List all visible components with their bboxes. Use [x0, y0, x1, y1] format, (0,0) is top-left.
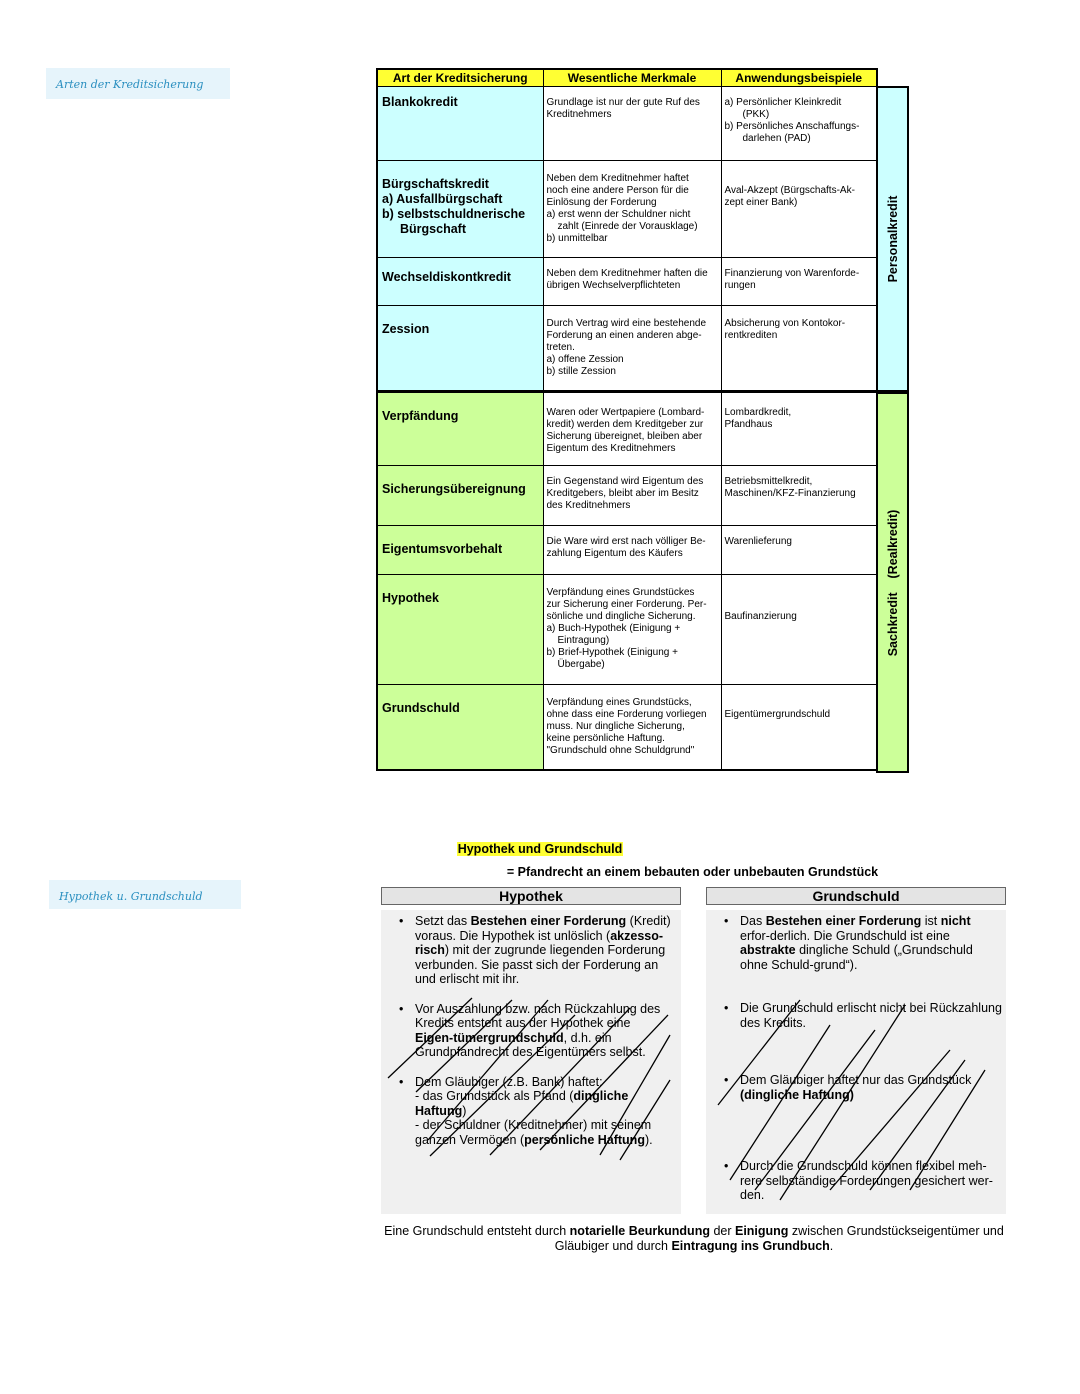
section-title: Hypothek und Grundschuld	[457, 842, 623, 856]
cell-art: Bürgschaftskredit a) Ausfallbürgschaft b) selbstschuldnerische Bürgschaft	[377, 161, 543, 258]
cell-merkmale: Ein Gegenstand wird Eigentum des Kreditgebers, bleibt aber im Besitz des Kreditnehmers	[543, 466, 721, 526]
list-item: • Durch die Grundschuld können flexibel meh-rere selbständige Forderungen gesichert wer-den.	[720, 1159, 1002, 1203]
header-beispiele: Anwendungsbeispiele	[721, 69, 877, 87]
handwritten-note-arten: Arten der Kreditsicherung	[46, 68, 230, 99]
list-item: • Dem Gläubiger (z.B. Bank) haftet: - das Grundstück als Pfand (dingliche Haftung) - der Schuldner (Kreditnehmer) mit seinem ganzen Vermögen (persönliche Haftung).	[395, 1075, 671, 1148]
cell-beispiele: a) Persönlicher Kleinkredit (PKK) b) Persönliches Anschaffungs- darlehen (PAD)	[721, 87, 877, 161]
column-head-grundschuld: Grundschuld	[706, 887, 1006, 905]
list-item: • Die Grundschuld erlischt nicht bei Rückzahlung des Kredits.	[720, 1001, 1002, 1030]
section-subtitle: = Pfandrecht an einem bebauten oder unbebauten Grundstück	[506, 865, 879, 879]
cell-beispiele: Baufinanzierung	[721, 575, 877, 685]
table-row	[377, 258, 877, 306]
cell-merkmale: Durch Vertrag wird eine bestehende Forderung an einen anderen abge- treten. a) offene Zession b) stille Zession	[543, 306, 721, 392]
cell-beispiele: Betriebsmittelkredit, Maschinen/KFZ-Finanzierung	[721, 466, 877, 526]
cell-art: Zession	[377, 306, 543, 392]
label-sachkredit: Sachkredit (Realkredit)	[885, 509, 900, 656]
table-row	[377, 87, 877, 161]
cell-beispiele: Aval-Akzept (Bürgschafts-Ak- zept einer Bank)	[721, 161, 877, 258]
cell-beispiele: Lombardkredit, Pfandhaus	[721, 392, 877, 466]
cell-art: Verpfändung	[377, 392, 543, 466]
cell-merkmale: Die Ware wird erst nach völliger Be- zahlung Eigentum des Käufers	[543, 526, 721, 575]
header-art: Art der Kreditsicherung	[377, 69, 543, 87]
cell-beispiele: Finanzierung von Warenforde- rungen	[721, 258, 877, 306]
list-item: • Setzt das Bestehen einer Forderung (Kredit) voraus. Die Hypothek ist unlöslich (akzesso-risch) mit der zugrunde liegenden Forderung verbunden. Sie passt sich der Forderung an und erlischt mit ihr.	[395, 914, 671, 987]
cell-merkmale: Neben dem Kreditnehmer haftet noch eine andere Person für die Einlösung der Forderung a) erst wenn der Schuldner nicht zahlt (Einrede der Vorausklage) b) unmittelbar	[543, 161, 721, 258]
table-row	[377, 161, 877, 258]
cell-merkmale: Verpfändung eines Grundstückes zur Sicherung einer Forderung. Per- sönliche und dingliche Sicherung. a) Buch-Hypothek (Einigung + Eintragung) b) Brief-Hypothek (Einigung + Übergabe)	[543, 575, 721, 685]
table-row	[377, 392, 877, 466]
cell-art: Wechseldiskontkredit	[377, 258, 543, 306]
list-item: • Vor Auszahlung bzw. nach Rückzahlung des Kredits entsteht aus der Hypothek eine Eigen-tümergrundschuld, d.h. ein Grundpfandrecht des Eigentümers selbst.	[395, 1002, 671, 1060]
column-grundschuld	[706, 910, 1006, 1214]
cell-beispiele: Warenlieferung	[721, 526, 877, 575]
column-hypothek	[381, 910, 681, 1214]
cell-art: Hypothek	[377, 575, 543, 685]
sidebar-sachkredit	[876, 392, 909, 773]
cell-art: Blankokredit	[377, 87, 543, 161]
cell-art: Grundschuld	[377, 685, 543, 770]
table-row	[377, 685, 877, 770]
cell-merkmale: Grundlage ist nur der gute Ruf des Kreditnehmers	[543, 87, 721, 161]
list-item: • Dem Gläubiger haftet nur das Grundstück (dingliche Haftung)	[720, 1073, 1002, 1102]
table-row	[377, 575, 877, 685]
kreditsicherung-table	[376, 68, 878, 771]
table-header-row	[377, 69, 877, 87]
cell-merkmale: Waren oder Wertpapiere (Lombard- kredit) werden dem Kreditgeber zur Sicherung übereignet, bleiben aber Eigentum des Kreditnehmers	[543, 392, 721, 466]
sidebar-personalkredit	[876, 86, 909, 392]
handwritten-note-hypothek: Hypothek u. Grundschuld	[49, 880, 241, 909]
label-personalkredit: Personalkredit	[885, 195, 900, 283]
cell-merkmale: Verpfändung eines Grundstücks, ohne dass eine Forderung vorliegen muss. Nur dingliche Sicherung, keine persönliche Haftung. "Grundschuld ohne Schuldgrund"	[543, 685, 721, 770]
cell-beispiele: Eigentümergrundschuld	[721, 685, 877, 770]
table-row	[377, 466, 877, 526]
cell-merkmale: Neben dem Kreditnehmer haften die übrigen Wechselverpflichteten	[543, 258, 721, 306]
table-row	[377, 526, 877, 575]
footer-note: Eine Grundschuld entsteht durch notarielle Beurkundung der Einigung zwischen Grundstückseigentümer und Gläubiger und durch Eintragung ins Grundbuch.	[384, 1224, 1004, 1253]
cell-art: Eigentumsvorbehalt	[377, 526, 543, 575]
column-head-hypothek: Hypothek	[381, 887, 681, 905]
table-row	[377, 306, 877, 392]
cell-beispiele: Absicherung von Kontokor- rentkrediten	[721, 306, 877, 392]
header-merkmale: Wesentliche Merkmale	[543, 69, 721, 87]
list-item: • Das Bestehen einer Forderung ist nicht erfor-derlich. Die Grundschuld ist eine abstrakte dingliche Schuld („Grundschuld ohne Schuld-grund“).	[720, 914, 1002, 972]
cell-art: Sicherungsübereignung	[377, 466, 543, 526]
